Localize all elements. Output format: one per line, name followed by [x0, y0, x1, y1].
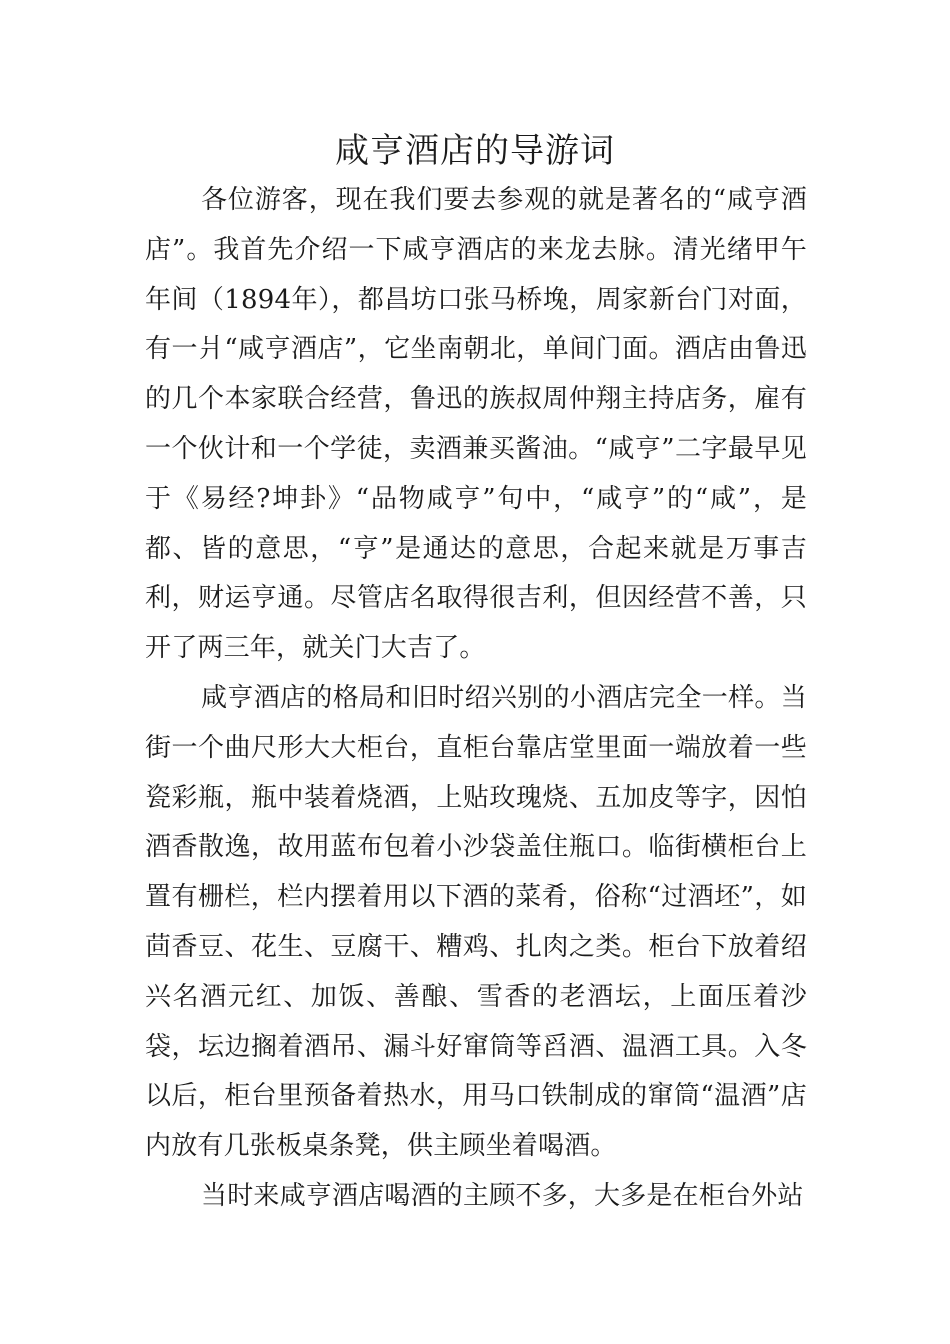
paragraph: 当时来咸亨酒店喝酒的主顾不多，大多是在柜台外站 — [201, 1180, 804, 1211]
document-body — [145, 176, 807, 1222]
paragraph: 咸亨酒店的格局和旧时绍兴别的小酒店完全一样。当街一个曲尺形大大柜台，直柜台靠店堂里面一端放着一些瓷彩瓶，瓶中装着烧酒，上贴玫瑰烧、五加皮等字，因怕酒香散逸，故用蓝布包着小沙袋盖住瓶口。临街横柜台上置有栅栏，栏内摆着用以下酒的菜肴，俗称“过酒坯”，如茴香豆、花生、豆腐干、糟鸡、扎肉之类。柜台下放着绍兴名酒元红、加饭、善酿、雪香的老酒坛，上面压着沙袋，坛边搁着酒吊、漏斗好窜筒等舀酒、温酒工具。入冬以后，柜台里预备着热水，用马口铁制成的窜筒“温酒”店内放有几张板桌条凳，供主顾坐着喝酒。 — [145, 682, 807, 1162]
document-title: 咸亨酒店的导游词 — [335, 131, 615, 171]
paragraph: 各位游客，现在我们要去参观的就是著名的“咸亨酒店”。我首先介绍一下咸亨酒店的来龙去脉。清光绪甲午年间（1894年），都昌坊口张马桥堍，周家新台门对面，有一爿“咸亨酒店”，它坐南朝北，单间门面。酒店由鲁迅的几个本家联合经营，鲁迅的族叔周仲翔主持店务，雇有一个伙计和一个学徒，卖酒兼买酱油。“咸亨”二字最早见于《易经?坤卦》“品物咸亨”句中，“咸亨”的“咸”，是都、皆的意思，“亨”是通达的意思，合起来就是万事吉利，财运亨通。尽管店名取得很吉利，但因经营不善，只开了两三年，就关门大吉了。 — [145, 185, 807, 664]
